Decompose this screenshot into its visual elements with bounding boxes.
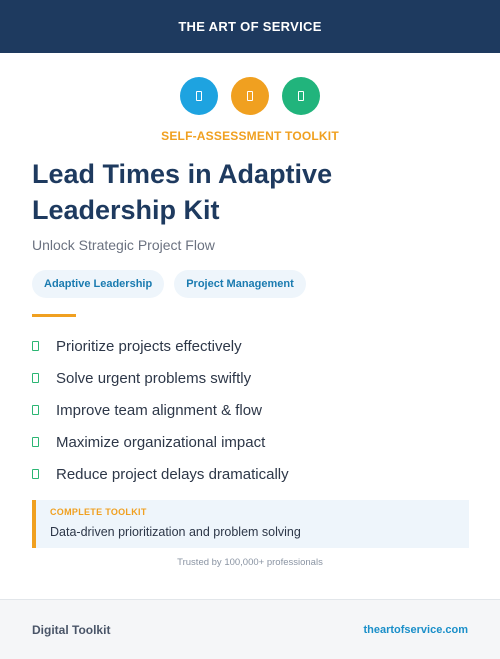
benefit-item bbox=[32, 394, 472, 426]
footer-bar bbox=[0, 599, 500, 659]
benefit-item bbox=[32, 330, 472, 362]
tag-adaptive-leadership: Adaptive Leadership bbox=[32, 270, 164, 298]
tag-list bbox=[32, 270, 306, 298]
benefit-text: Solve urgent problems swiftly bbox=[56, 369, 252, 387]
green-document-icon bbox=[282, 77, 320, 115]
header-bar bbox=[0, 0, 500, 53]
brand-name: THE ART OF SERVICE bbox=[178, 19, 322, 34]
footer-label: Digital Toolkit bbox=[32, 622, 111, 637]
tag-project-management: Project Management bbox=[174, 270, 306, 298]
check-icon bbox=[32, 437, 39, 447]
icon-row bbox=[0, 77, 500, 115]
check-icon bbox=[32, 469, 39, 479]
website-link[interactable]: theartofservice.com bbox=[363, 623, 468, 636]
benefit-text: Prioritize projects effectively bbox=[56, 337, 242, 355]
toolkit-callout bbox=[32, 500, 469, 548]
trust-note: Trusted by 100,000+ professionals bbox=[177, 557, 323, 568]
benefit-text: Improve team alignment & flow bbox=[56, 401, 262, 419]
benefit-item bbox=[32, 458, 472, 490]
page-title: Lead Times in Adaptive Leadership Kit bbox=[32, 159, 333, 225]
check-icon bbox=[32, 405, 39, 415]
benefit-item bbox=[32, 426, 472, 458]
orange-document-icon bbox=[231, 77, 269, 115]
callout-label: COMPLETE TOOLKIT bbox=[50, 507, 147, 517]
benefit-text: Reduce project delays dramatically bbox=[56, 465, 289, 483]
benefit-item bbox=[32, 362, 472, 394]
kicker-label: SELF-ASSESSMENT TOOLKIT bbox=[161, 129, 339, 143]
callout-description: Data-driven prioritization and problem solving bbox=[50, 525, 301, 539]
benefit-list bbox=[32, 330, 472, 490]
blue-document-icon bbox=[180, 77, 218, 115]
subtitle: Unlock Strategic Project Flow bbox=[32, 237, 215, 253]
benefit-text: Maximize organizational impact bbox=[56, 433, 266, 451]
check-icon bbox=[32, 341, 39, 351]
check-icon bbox=[32, 373, 39, 383]
accent-divider bbox=[32, 314, 76, 317]
